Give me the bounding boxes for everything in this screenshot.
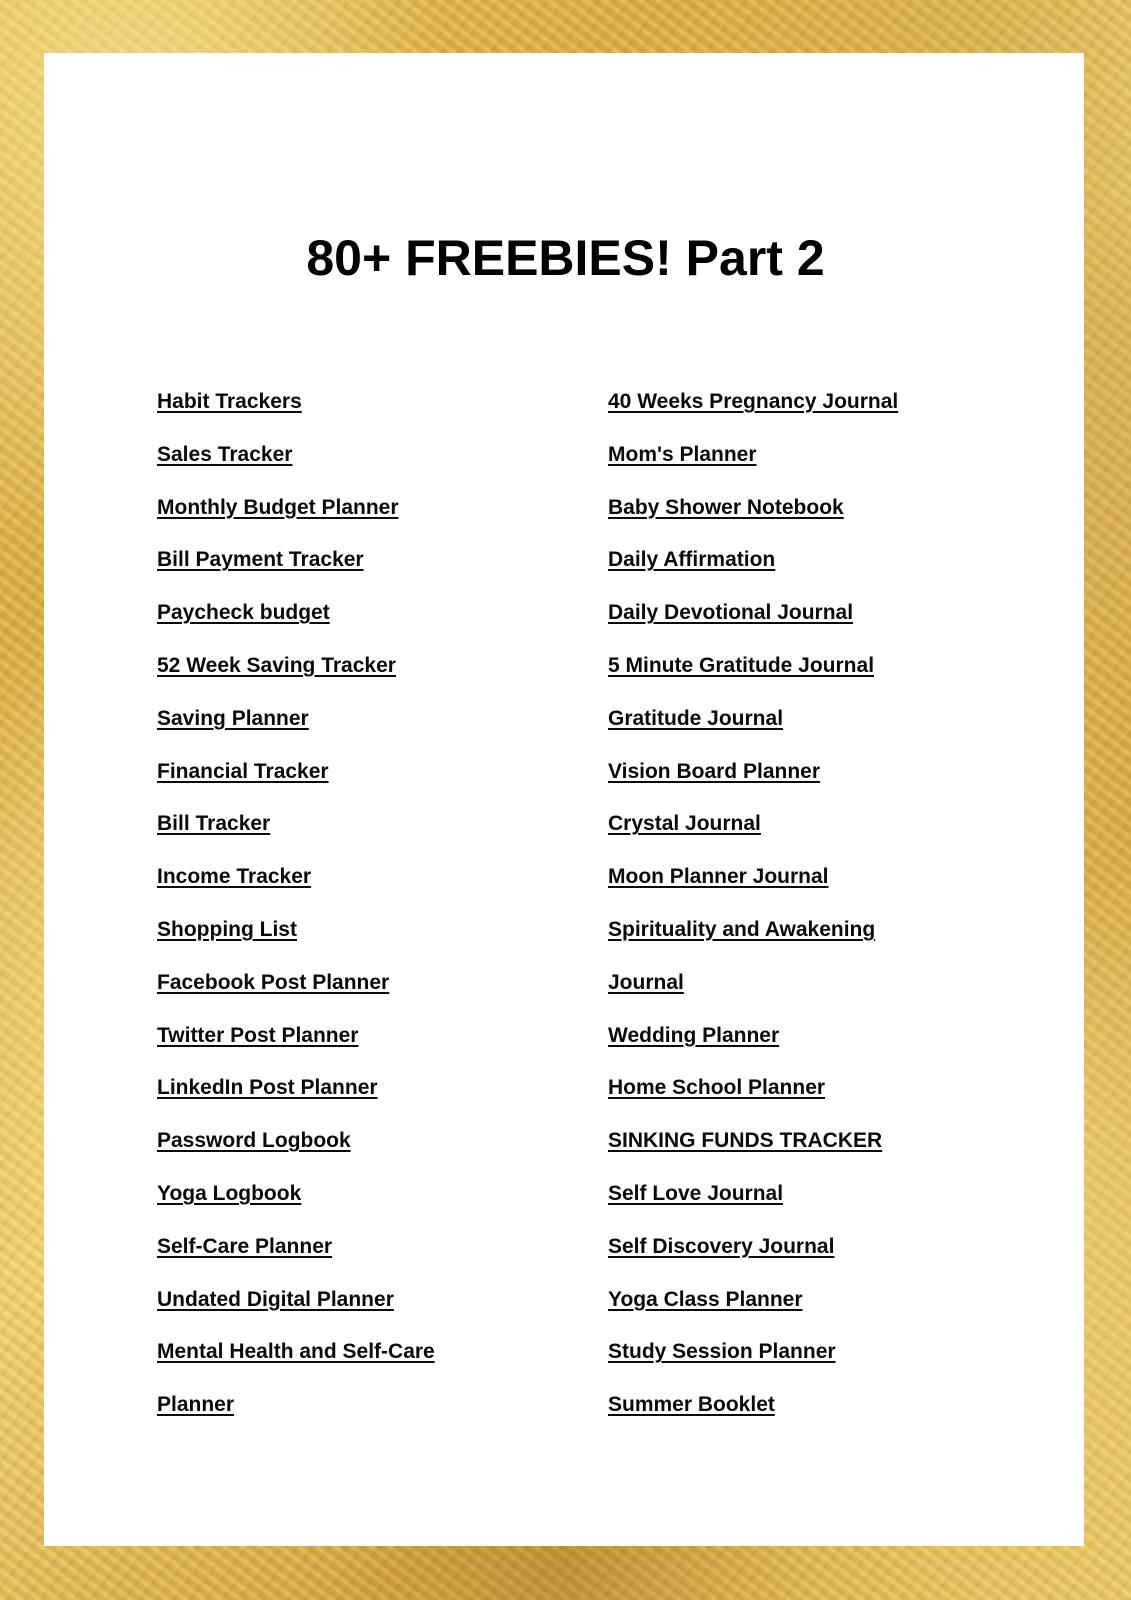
freebie-link[interactable]: Spirituality and Awakening	[608, 917, 876, 941]
freebie-link[interactable]: 5 Minute Gratitude Journal	[608, 653, 875, 677]
list-item	[157, 917, 435, 970]
list-item	[608, 495, 898, 548]
list-item	[608, 706, 898, 759]
freebie-link[interactable]: Paycheck budget	[157, 601, 330, 625]
list-item	[157, 442, 435, 495]
freebie-link[interactable]: Self-Care Planner	[157, 1234, 333, 1258]
list-item	[157, 495, 435, 548]
freebie-link[interactable]: Undated Digital Planner	[157, 1287, 394, 1311]
list-item	[157, 759, 435, 812]
list-item	[608, 547, 898, 600]
list-item	[157, 389, 435, 442]
freebie-link[interactable]: SINKING FUNDS TRACKER	[608, 1129, 883, 1153]
list-item	[608, 1128, 898, 1181]
freebie-link[interactable]: Moon Planner Journal	[608, 865, 829, 889]
list-item	[608, 1392, 898, 1445]
list-item	[157, 1023, 435, 1076]
freebie-link[interactable]: Daily Affirmation	[608, 548, 776, 572]
freebie-link[interactable]: Crystal Journal	[608, 812, 761, 836]
list-item	[608, 759, 898, 812]
freebies-list-right	[608, 389, 898, 1445]
list-item	[157, 1128, 435, 1181]
freebie-link[interactable]: Daily Devotional Journal	[608, 601, 854, 625]
freebie-link[interactable]: Summer Booklet	[608, 1393, 775, 1417]
list-item	[608, 1181, 898, 1234]
freebie-link[interactable]: Saving Planner	[157, 706, 309, 730]
list-item	[608, 864, 898, 917]
freebie-link[interactable]: Monthly Budget Planner	[157, 495, 399, 519]
list-item	[608, 1339, 898, 1392]
freebie-link[interactable]: Mental Health and Self-Care	[157, 1340, 435, 1364]
freebie-link[interactable]: Income Tracker	[157, 865, 312, 889]
freebie-link[interactable]: Shopping List	[157, 917, 297, 941]
list-item	[608, 1075, 898, 1128]
freebie-link[interactable]: Planner	[157, 1393, 235, 1417]
freebie-link[interactable]: Password Logbook	[157, 1129, 351, 1153]
list-item	[157, 653, 435, 706]
list-item	[157, 811, 435, 864]
list-item	[157, 1339, 435, 1392]
list-item	[608, 1287, 898, 1340]
list-item	[157, 864, 435, 917]
list-item	[608, 1023, 898, 1076]
freebie-link[interactable]: Self Love Journal	[608, 1181, 784, 1205]
list-item	[157, 1075, 435, 1128]
freebie-link[interactable]: Home School Planner	[608, 1076, 826, 1100]
freebie-link[interactable]: Journal	[608, 970, 684, 994]
freebie-link[interactable]: Yoga Class Planner	[608, 1287, 803, 1311]
freebie-link[interactable]: Yoga Logbook	[157, 1181, 302, 1205]
list-item	[157, 1287, 435, 1340]
freebie-link[interactable]: Vision Board Planner	[608, 759, 820, 783]
freebie-link[interactable]: Wedding Planner	[608, 1023, 780, 1047]
freebie-link[interactable]: Bill Payment Tracker	[157, 548, 364, 572]
freebie-link[interactable]: Gratitude Journal	[608, 706, 784, 730]
freebie-link[interactable]: Self Discovery Journal	[608, 1234, 835, 1258]
freebie-link[interactable]: Study Session Planner	[608, 1340, 836, 1364]
freebie-link[interactable]: 52 Week Saving Tracker	[157, 653, 396, 677]
list-item	[608, 970, 898, 1023]
list-item	[608, 600, 898, 653]
freebie-link[interactable]: Financial Tracker	[157, 759, 329, 783]
list-item	[608, 389, 898, 442]
freebie-link[interactable]: Twitter Post Planner	[157, 1023, 359, 1047]
freebie-link[interactable]: Bill Tracker	[157, 812, 271, 836]
list-item	[608, 442, 898, 495]
freebies-list-left	[157, 389, 435, 1445]
freebie-link[interactable]: Facebook Post Planner	[157, 970, 390, 994]
freebie-link[interactable]: Sales Tracker	[157, 442, 293, 466]
list-item	[157, 1392, 435, 1445]
freebie-link[interactable]: LinkedIn Post Planner	[157, 1076, 378, 1100]
list-item	[608, 653, 898, 706]
freebie-link[interactable]: Mom's Planner	[608, 442, 757, 466]
list-item	[157, 1234, 435, 1287]
list-item	[608, 917, 898, 970]
freebie-link[interactable]: 40 Weeks Pregnancy Journal	[608, 390, 899, 413]
freebie-link[interactable]: Habit Trackers	[157, 390, 302, 413]
freebie-link[interactable]: Baby Shower Notebook	[608, 495, 844, 519]
list-item	[157, 706, 435, 759]
list-item	[157, 600, 435, 653]
list-item	[608, 1234, 898, 1287]
list-item	[608, 811, 898, 864]
list-item	[157, 1181, 435, 1234]
list-item	[157, 547, 435, 600]
list-item	[157, 970, 435, 1023]
page-title: 80+ FREEBIES! Part 2	[306, 230, 825, 286]
